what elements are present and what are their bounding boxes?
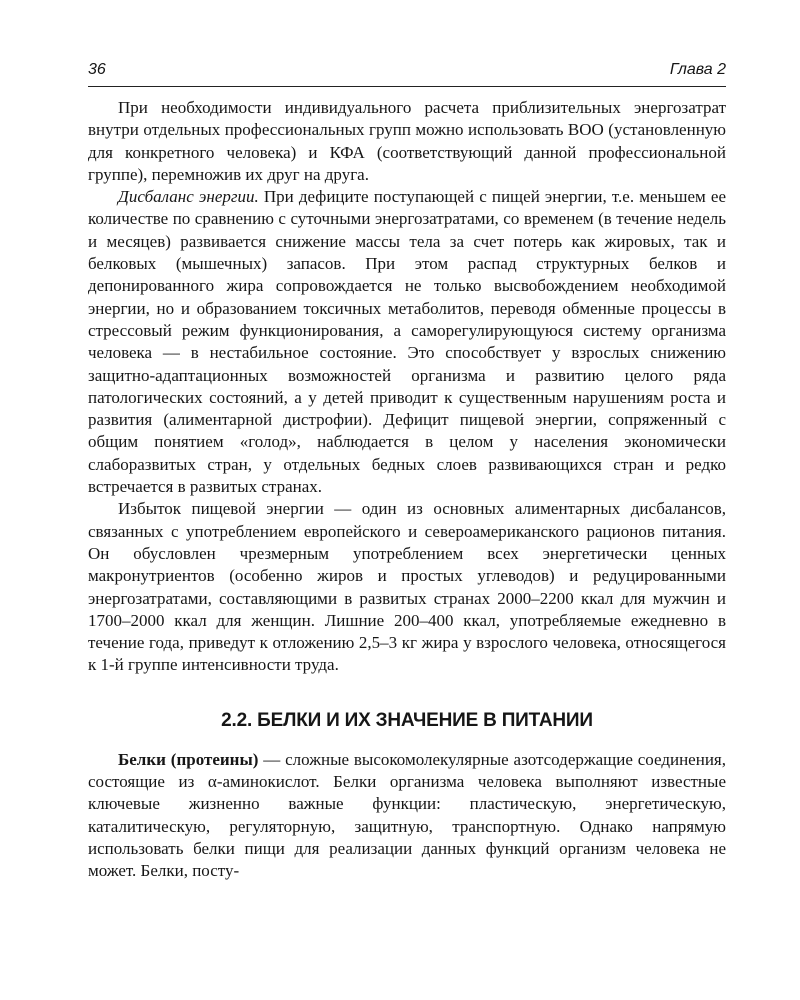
paragraph-energy-imbalance — [88, 186, 726, 498]
paragraph-text: При дефиците поступающей с пищей энергии, т.е. меньшем ее количестве по сравнению с суточными энергозатратами, со временем (в течение недель и месяцев) развивается снижение массы тела за счет потерь как жировых, так и белковых (мышечных) запасов. При этом распад структурных белков и депонированного жира сопровождается не только высвобождением необходимой энергии, но и образованием токсичных метаболитов, переводя обменные процессы в стрессовый режим функционирования, а саморегулирующуюся систему организма человека — в нестабильное состояние. Это способствует у взрослых снижению защитно-адаптационных возможностей организма и развитию целого ряда патологических состояний, а у детей приводит к существенным нарушениям роста и развития (алиментарной дистрофии). Дефицит пищевой энергии, сопряженный с общим понятием «голод», наблюдается в целом у населения экономически слаборазвитых стран, у отдельных бедных слоев развивающихся стран и редко встречается в развитых странах. — [88, 187, 726, 497]
page-number: 36 — [88, 61, 106, 78]
running-header — [88, 60, 726, 87]
chapter-label: Глава 2 — [669, 61, 726, 78]
paragraph-text: При необходимости индивидуального расчета приблизительных энергозатрат внутри отдельных профессиональных групп можно использовать ВОО (установленную для конкретного человека) и КФА (соответствующий данной профессиональной группе), перемножив их друг на друга. — [88, 98, 726, 184]
section-heading: 2.2. БЕЛКИ И ИХ ЗНАЧЕНИЕ В ПИТАНИИ — [221, 709, 593, 731]
paragraph-text: — сложные высокомолекулярные азотсодержащие соединения, состоящие из α-аминокислот. Белки организма человека выполняют известные ключевые жизненно важные функции: пластическую, энергетическую, каталитическую, регуляторную, защитную, транспортную. Однако напрямую использовать белки пищи для реализации данных функций организм человека не может. Белки, посту- — [88, 749, 726, 881]
paragraph-text: Избыток пищевой энергии — один из основных алиментарных дисбалансов, связанных с употреблением европейского и североамериканского рационов питания. Он обусловлен чрезмерным употреблением всех энергетически ценных макронутриентов (особенно жиров и простых углеводов) и редуцированными энергозатратами, составляющими в развитых странах 2000–2200 ккал для мужчин и 1700–2000 ккал для женщин. Лишние 200–400 ккал, употребляемые ежедневно в течение года, приведут к отложению 2,5–3 кг жира у взрослого человека, относящегося к 1-й группе интенсивности труда. — [88, 499, 726, 675]
paragraph-proteins — [88, 749, 726, 883]
paragraph-energy-excess — [88, 498, 726, 676]
paragraph-lead-italic: Дисбаланс энергии. — [118, 187, 259, 207]
book-page — [88, 60, 726, 883]
body-text — [88, 97, 726, 883]
paragraph-lead-bold: Белки (протеины) — [118, 749, 259, 769]
paragraph-individual-calculation — [88, 97, 726, 186]
